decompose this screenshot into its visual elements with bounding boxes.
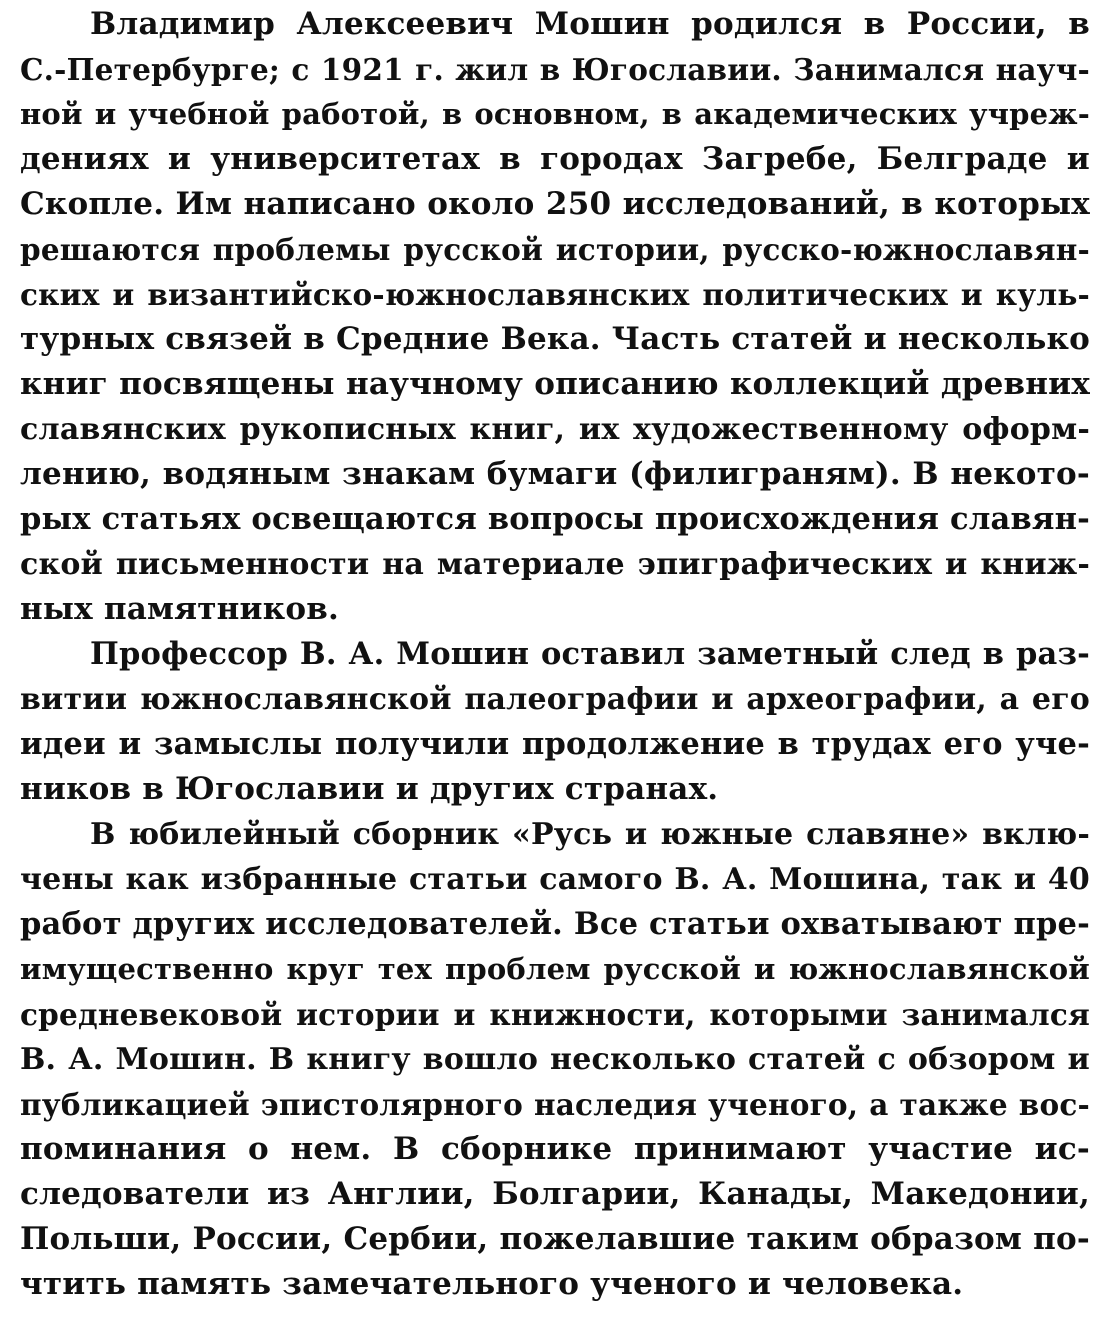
text-line: чтить память замечательного ученого и человека. [20, 1266, 964, 1302]
text-line: средневековой истории и книжности, которыми занимался [20, 997, 1090, 1032]
text-line: имущественно круг тех проблем русской и южнославянской [20, 952, 1090, 986]
text-line: ников в Югославии и других странах. [20, 771, 719, 807]
text-line: публикацией эпистолярного наследия ученого, а также вос- [20, 1087, 1090, 1122]
text-line: ских и византийско-южнославянских политических и куль- [20, 277, 1090, 312]
text-line: рых статьях освещаются вопросы происхождения славян- [20, 501, 1090, 537]
text-line: книг посвящены научному описанию коллекций древних [20, 366, 1090, 402]
text-line: Польши, России, Сербии, пожелавшие таким образом по- [20, 1221, 1090, 1257]
text-line: дениях и университетах в городах Загребе, Белграде и [20, 141, 1090, 177]
text-line: ской письменности на материале эпиграфических и книж- [20, 547, 1090, 582]
text-line: Владимир Алексеевич Мошин родился в России, в [90, 6, 1090, 42]
text-line: славянских рукописных книг, их художественному оформ- [20, 412, 1090, 447]
text-line: турных связей в Средние Века. Часть статей и несколько [20, 321, 1090, 357]
text-line: С.-Петербурге; с 1921 г. жил в Югославии. Занимался науч- [20, 52, 1090, 87]
text-line: Скопле. Им написано около 250 исследований, в которых [20, 186, 1090, 222]
text-line: витии южнославянской палеографии и археографии, а его [20, 682, 1090, 717]
text-line: ной и учебной работой, в основном, в академических учреж- [20, 97, 1090, 131]
text-line: работ других исследователей. Все статьи охватывают пре- [20, 906, 1090, 942]
document-page [20, 2, 1090, 1307]
text-line: следователи из Англии, Болгарии, Канады, Македонии, [20, 1176, 1090, 1212]
paragraph-legacy [20, 632, 1090, 812]
text-line: чены как избранные статьи самого В. А. Мошина, так и 40 [20, 862, 1090, 897]
text-line: Профессор В. А. Мошин оставил заметный след в раз- [90, 636, 1090, 672]
text-line: решаются проблемы русской истории, русско-южнославян- [20, 232, 1090, 267]
text-line: поминания о нем. В сборнике принимают участие ис- [20, 1131, 1090, 1167]
text-line: В юбилейный сборник «Русь и южные славяне» вклю- [90, 817, 1090, 852]
text-line: ных памятников. [20, 591, 339, 627]
paragraph-biography [20, 2, 1090, 632]
text-line: В. А. Мошин. В книгу вошло несколько статей с обзором и [20, 1042, 1090, 1077]
paragraph-collection [20, 812, 1090, 1307]
text-line: идеи и замыслы получили продолжение в трудах его уче- [20, 726, 1090, 762]
text-line: лению, водяным знакам бумаги (филиграням). В некото- [20, 456, 1090, 492]
